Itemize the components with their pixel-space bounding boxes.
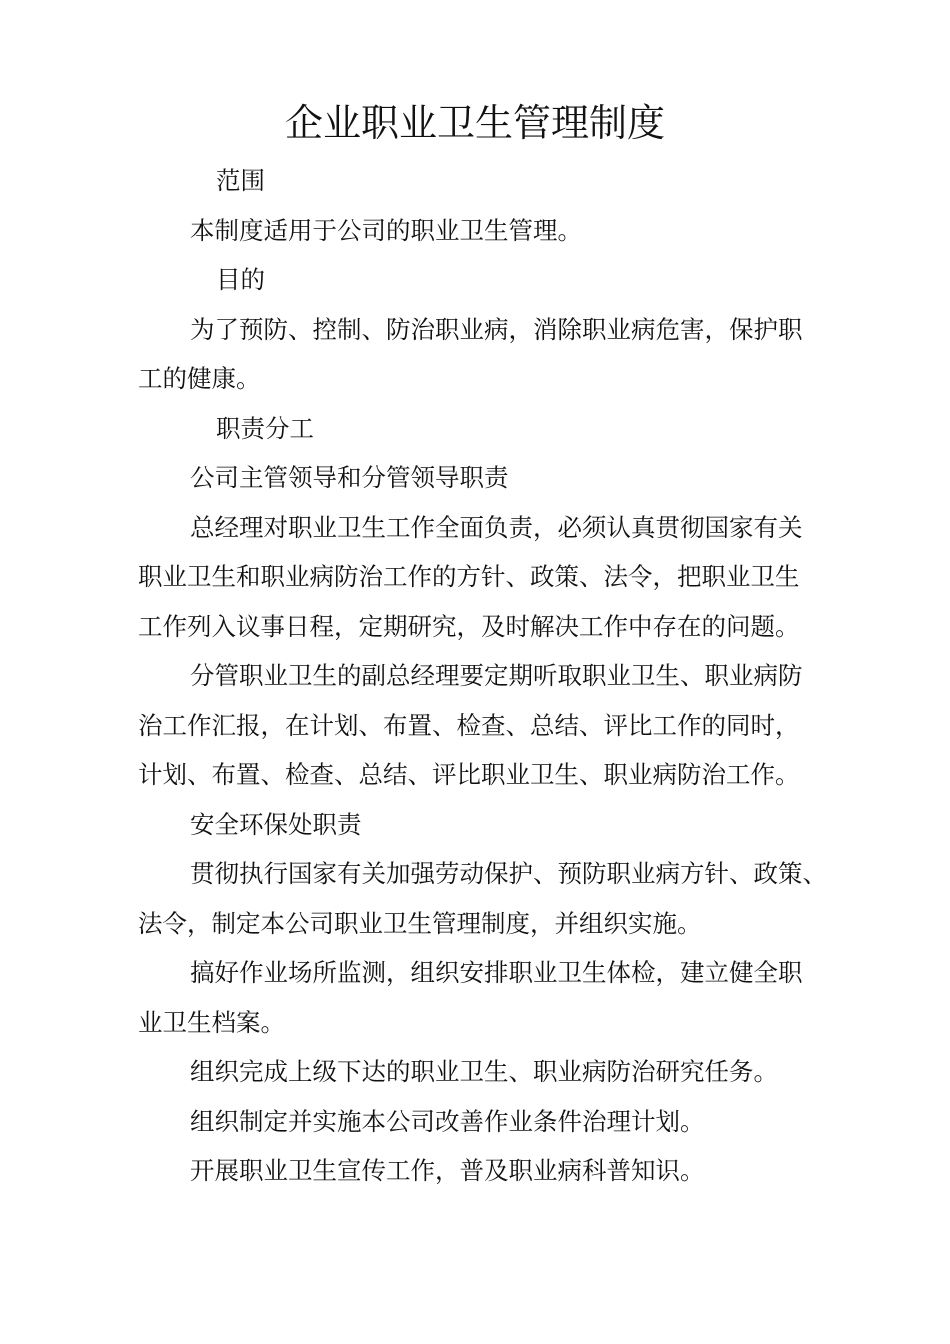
section-heading-purpose: 目的 bbox=[216, 265, 265, 294]
paragraph-line: 贯彻执行国家有关加强劳动保护、预防职业病方针、政策、 bbox=[190, 859, 827, 888]
paragraph-line: 组织制定并实施本公司改善作业条件治理计划。 bbox=[190, 1106, 705, 1136]
paragraph-line: 工作列入议事日程，定期研究，及时解决工作中存在的问题。 bbox=[138, 611, 800, 641]
paragraph-line: 职业卫生和职业病防治工作的方针、政策、法令，把职业卫生 bbox=[138, 562, 800, 591]
paragraph-line: 为了预防、控制、防治职业病，消除职业病危害，保护职 bbox=[190, 314, 803, 344]
paragraph-line: 搞好作业场所监测，组织安排职业卫生体检，建立健全职 bbox=[190, 958, 803, 987]
paragraph-line: 计划、布置、检查、总结、评比职业卫生、职业病防治工作。 bbox=[138, 760, 800, 789]
paragraph-line: 工的健康。 bbox=[138, 364, 261, 393]
paragraph-line: 业卫生档案。 bbox=[138, 1007, 285, 1037]
paragraph-line: 治工作汇报，在计划、布置、检查、总结、评比工作的同时， bbox=[138, 710, 800, 740]
section-heading-duties: 职责分工 bbox=[216, 413, 314, 443]
paragraph-line: 分管职业卫生的副总经理要定期听取职业卫生、职业病防 bbox=[190, 661, 803, 690]
document-body bbox=[138, 156, 844, 1196]
paragraph-line: 本制度适用于公司的职业卫生管理。 bbox=[190, 215, 582, 245]
subsection-heading-leadership: 公司主管领导和分管领导职责 bbox=[190, 463, 509, 492]
paragraph-line: 法令，制定本公司职业卫生管理制度，并组织实施。 bbox=[138, 908, 702, 938]
paragraph-line: 组织完成上级下达的职业卫生、职业病防治研究任务。 bbox=[190, 1057, 778, 1086]
paragraph-line: 开展职业卫生宣传工作，普及职业病科普知识。 bbox=[190, 1156, 705, 1185]
paragraph-line: 总经理对职业卫生工作全面负责，必须认真贯彻国家有关 bbox=[190, 512, 803, 542]
section-heading-scope: 范围 bbox=[216, 166, 265, 195]
document-title: 企业职业卫生管理制度 bbox=[284, 101, 665, 145]
subsection-heading-safety-dept: 安全环保处职责 bbox=[190, 809, 362, 839]
